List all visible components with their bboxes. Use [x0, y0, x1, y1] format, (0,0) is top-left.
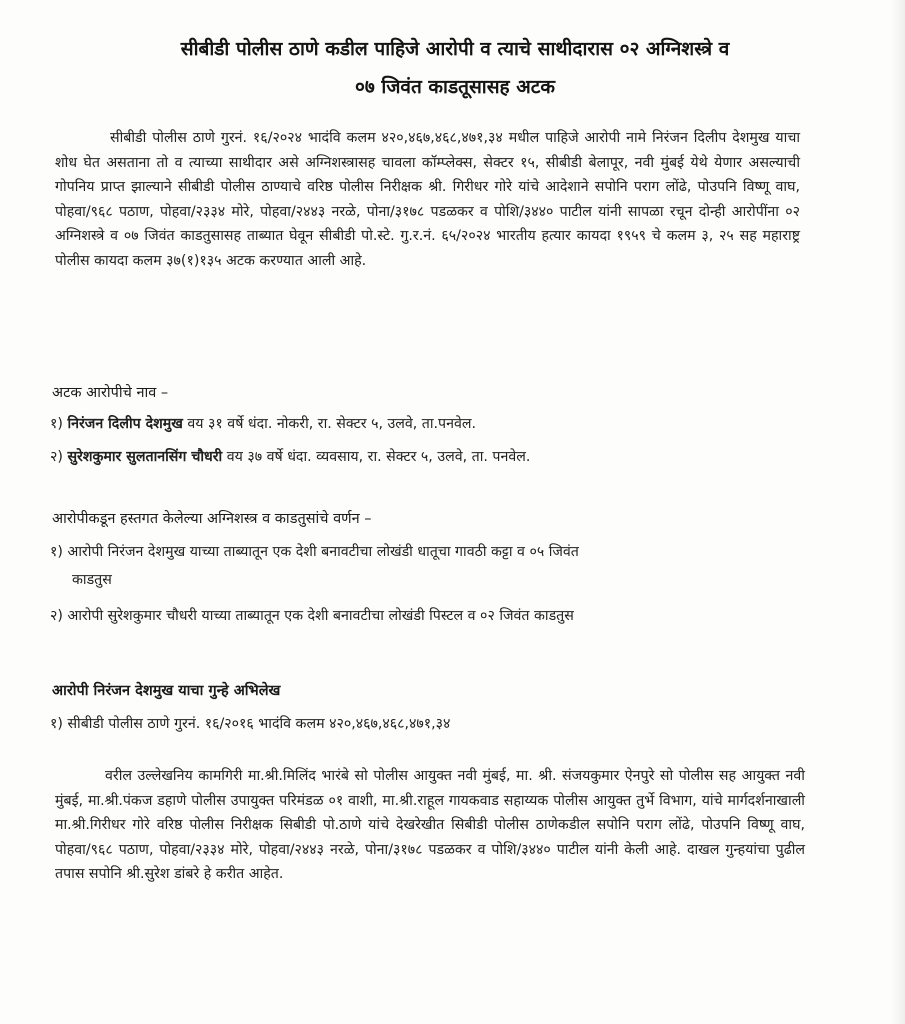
accused-name: निरंजन दिलीप देशमुख [67, 416, 183, 432]
seized-text: आरोपी निरंजन देशमुख याच्या ताब्यातून एक देशी बनावटीचा लोखंडी धातूचा गावठी कट्टा व ०५ जिवंत [67, 544, 579, 560]
page-edge-shadow [891, 0, 905, 1024]
seized-weapons-heading: आरोपीकडून हस्तगत केलेल्या अग्निशस्त्र व काडतुसांचे वर्णन – [52, 511, 372, 527]
accused-name: सुरेशकुमार सुलतानसिंग चौधरी [67, 449, 223, 465]
criminal-record-heading: आरोपी निरंजन देशमुख याचा गुन्हे अभिलेख [52, 683, 281, 699]
document-title [70, 30, 840, 106]
accused-details: वय ३७ वर्षे धंदा. व्यवसाय, रा. सेक्टर ५, उलवे, ता. पनवेल. [222, 449, 531, 465]
seized-text: आरोपी सुरेशकुमार चौधरी याच्या ताब्यातून एक देशी बनावटीचा लोखंडी पिस्टल व ०२ जिवंत काडतुस [67, 608, 574, 624]
seized-number: २) [50, 608, 63, 624]
record-number: १) [50, 716, 63, 732]
record-text: सीबीडी पोलीस ठाणे गुरनं. १६/२०१६ भादंवि कलम ४२०,४६७,४६८,४७१,३४ [67, 716, 451, 732]
title-line-2: ०७ जिवंत काडतूसासह अटक [355, 76, 555, 98]
title-line-1: सीबीडी पोलीस ठाणे कडील पाहिजे आरोपी व त्याचे साथीदारास ०२ अग्निशस्त्रे व [180, 38, 730, 60]
accused-number: १) [50, 416, 63, 432]
accused-number: २) [50, 449, 63, 465]
accused-details: वय ३१ वर्षे धंदा. नोकरी, रा. सेक्टर ५, उलवे, ता.पनवेल. [182, 416, 477, 432]
seized-item-2 [50, 606, 574, 625]
accused-heading: अटक आरोपीचे नाव – [52, 385, 169, 401]
accused-item-2 [50, 447, 530, 466]
press-note-paragraph: सीबीडी पोलीस ठाणे गुरनं. १६/२०२४ भादंवि कलम ४२०,४६७,४६८,४७१,३४ मधील पाहिजे आरोपी नामे निरंजन दिलीप देशमुख याचा शोध घेत असताना तो व त्याच्या साथीदार असे अग्निशस्त्रासह चावला कॉम्प्लेक्स, सेक्टर १५, सीबीडी बेलापूर, नवी मुंबई येथे येणार असल्याची गोपनिय प्राप्त झाल्याने सीबीडी पोलीस ठाण्याचे वरिष्ठ पोलीस निरीक्षक श्री. गिरीधर गोरे यांचे आदेशाने सपोनि पराग लोंढे, पोउपनि विष्णू वाघ, पोहवा/९६८ पठाण, पोहवा/२३३४ मोरे, पोहवा/२४४३ नरळे, पोना/३१७८ पडळकर व पोशि/३४४० पाटील यांनी सापळा रचून दोन्ही आरोपींना ०२ अग्निशस्त्रे व ०७ जिवंत काडतुसासह ताब्यात घेवून सीबीडी पो.स्टे. गु.र.नं. ६५/२०२४ भारतीय हत्यार कायदा १९५९ चे कलम ३, २५ सह महाराष्ट्र पोलीस कायदा कलम ३७(१)१३५ अटक करण्यात आली आहे. [55, 130, 800, 269]
seized-number: १) [50, 544, 63, 560]
seized-text-continued: काडतुस [72, 572, 112, 588]
criminal-record-item-1 [50, 714, 450, 733]
accused-item-1 [50, 414, 476, 433]
acknowledgement-paragraph: वरील उल्लेखनिय कामगिरी मा.श्री.मिलिंद भारंबे सो पोलीस आयुक्त नवी मुंबई, मा. श्री. संजयकुमार ऐनपुरे सो पोलीस सह आयुक्त नवी मुंबई, मा.श्री.पंकज डहाणे पोलीस उपायुक्त परिमंडळ ०१ वाशी, मा.श्री.राहूल गायकवाड सहाय्यक पोलीस आयुक्त तुर्भे विभाग, यांचे मार्गदर्शनाखाली मा.श्री.गिरीधर गोरे वरिष्ठ पोलीस निरीक्षक सिबीडी पो.ठाणे यांचे देखरेखीत सिबीडी पोलीस ठाणेकडील सपोनि पराग लोंढे, पोउपनि विष्णू वाघ, पोहवा/९६८ पठाण, पोहवा/२३३४ मोरे, पोहवा/२४४३ नरळे, पोना/३१७८ पडळकर व पोशि/३४४० पाटील यांनी केली आहे. दाखल गुन्हयांचा पुढील तपास सपोनि श्री.सुरेश डांबरे हे करीत आहेत. [55, 768, 805, 882]
seized-item-1 [50, 538, 820, 594]
